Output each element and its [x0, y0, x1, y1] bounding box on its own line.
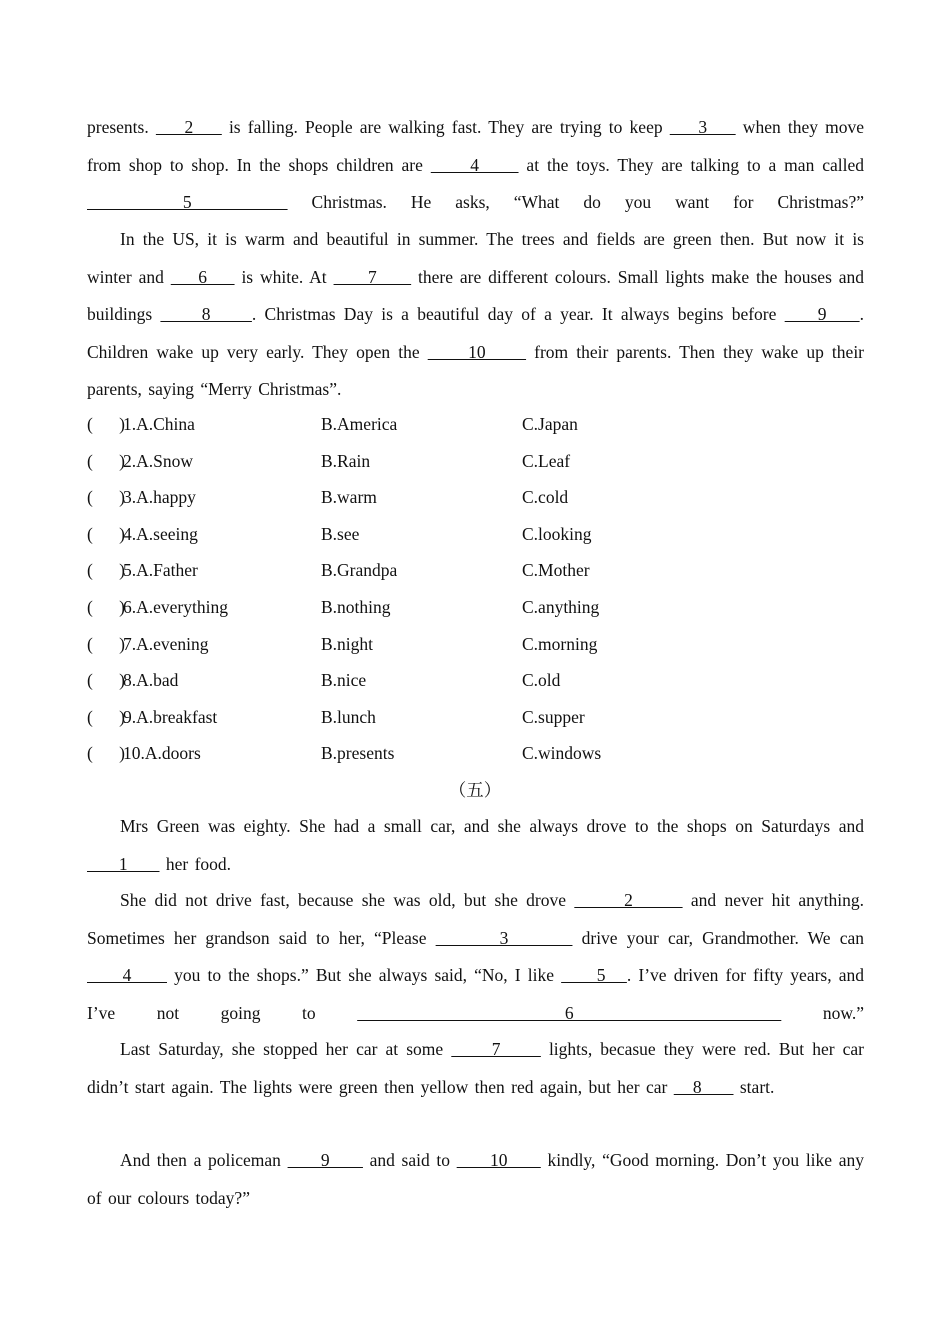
option-c[interactable]: C.old	[522, 670, 561, 691]
option-c[interactable]: C.Mother	[522, 560, 590, 581]
option-a[interactable]: 3.A.happy	[123, 487, 196, 508]
question-options	[87, 406, 864, 772]
blank-2[interactable]: 2	[574, 890, 683, 910]
option-a[interactable]: 10.A.doors	[123, 743, 201, 764]
option-b[interactable]: B.night	[321, 633, 374, 654]
question-row-5	[87, 552, 864, 589]
blank-6[interactable]: 6	[170, 266, 235, 287]
option-a[interactable]: 9.A.breakfast	[123, 706, 218, 727]
blank-3[interactable]: 3	[435, 927, 573, 948]
option-c[interactable]: C.windows	[522, 743, 602, 764]
option-a[interactable]: 4.A.seeing	[123, 523, 198, 544]
option-c[interactable]: C.looking	[522, 523, 592, 544]
passage5-paragraph-3: Last Saturday, she stopped her car at some 7 lights, becasue they were red. But her car didn’t start again. The lights were green then yellow then red again, but her car 8 start.	[87, 1039, 865, 1097]
blank-3[interactable]: 3	[669, 117, 736, 137]
option-a[interactable]: 6.A.everything	[123, 596, 228, 617]
option-b[interactable]: B.warm	[321, 487, 377, 508]
question-row-8	[87, 662, 864, 699]
option-c[interactable]: C.supper	[522, 706, 585, 727]
passage4-paragraph-1: presents. 2 is falling. People are walking fast. They are trying to keep 3 when they move from shop to shop. In the shops children are 4 at the toys. They are talking to a man called 5 Christmas. He asks, “What do you want for Christmas?”	[87, 117, 865, 212]
option-a[interactable]: 5.A.Father	[123, 560, 198, 581]
option-b[interactable]: B.Rain	[321, 450, 371, 471]
question-row-4	[87, 516, 864, 553]
blank-10[interactable]: 10	[427, 341, 527, 362]
blank-2[interactable]: 2	[155, 117, 222, 137]
answer-slot[interactable]: ( )	[87, 596, 125, 617]
option-b[interactable]: B.Grandpa	[321, 560, 398, 581]
option-b[interactable]: B.lunch	[321, 706, 376, 727]
question-row-6	[87, 589, 864, 626]
question-row-2	[87, 443, 864, 480]
blank-5[interactable]: 5	[87, 192, 288, 212]
answer-slot[interactable]: ( )	[87, 743, 125, 764]
blank-4[interactable]: 4	[87, 965, 167, 985]
option-b[interactable]: B.see	[321, 523, 360, 544]
option-b[interactable]: B.presents	[321, 743, 395, 764]
option-c[interactable]: C.cold	[522, 487, 569, 508]
blank-4[interactable]: 4	[430, 154, 519, 175]
blank-6[interactable]: 6	[357, 1002, 782, 1023]
blank-9[interactable]: 9	[784, 304, 860, 324]
question-row-10	[87, 735, 864, 772]
passage4-paragraph-2: In the US, it is warm and beautiful in summer. The trees and fields are green then. But now it is winter and 6 is white. At 7 there are different colours. Small lights make the houses and buildings 8 . Christmas Day is a beautiful day of a year. It always begins before 9 . Children wake up very early. They open the 10 from their parents. Then they wake up their parents, saying “Merry Christmas”.	[87, 229, 865, 399]
option-a[interactable]: 1.A.China	[123, 414, 195, 434]
answer-slot[interactable]: ( )	[87, 633, 125, 654]
question-row-9	[87, 699, 864, 736]
option-c[interactable]: C.Leaf	[522, 450, 571, 471]
option-a[interactable]: 7.A.evening	[123, 633, 209, 654]
option-b[interactable]: B.nice	[321, 670, 367, 691]
option-a[interactable]: 8.A.bad	[123, 670, 179, 691]
passage5-paragraph-4: And then a policeman 9 and said to 10 kindly, “Good morning. Don’t you like any of our colours today?”	[87, 1150, 864, 1208]
answer-slot[interactable]: ( )	[87, 487, 125, 508]
option-b[interactable]: B.nothing	[321, 596, 391, 617]
blank-5[interactable]: 5	[561, 965, 627, 985]
answer-slot[interactable]: ( )	[87, 560, 125, 581]
blank-7[interactable]: 7	[333, 266, 412, 287]
question-row-3	[87, 479, 864, 516]
blank-8[interactable]: 8	[160, 304, 252, 324]
blank-9[interactable]: 9	[287, 1150, 363, 1170]
answer-slot[interactable]: ( )	[87, 706, 125, 727]
blank-8[interactable]: 8	[673, 1076, 734, 1097]
option-a[interactable]: 2.A.Snow	[123, 450, 194, 471]
question-row-1	[87, 406, 864, 443]
blank-1[interactable]: 1	[87, 853, 160, 874]
section-title: （五）	[448, 780, 502, 800]
answer-slot[interactable]: ( )	[87, 450, 125, 471]
answer-slot[interactable]: ( )	[87, 414, 125, 434]
option-c[interactable]: C.morning	[522, 633, 598, 654]
passage5-paragraph-1: Mrs Green was eighty. She had a small car, and she always drove to the shops on Saturdays and 1 her food.	[87, 816, 864, 874]
answer-slot[interactable]: ( )	[87, 670, 125, 691]
option-b[interactable]: B.America	[321, 414, 398, 434]
answer-slot[interactable]: ( )	[87, 523, 125, 544]
question-row-7	[87, 626, 864, 663]
blank-10[interactable]: 10	[456, 1150, 541, 1170]
option-c[interactable]: C.Japan	[522, 414, 578, 434]
blank-7[interactable]: 7	[451, 1039, 541, 1059]
option-c[interactable]: C.anything	[522, 596, 600, 617]
passage5-paragraph-2: She did not drive fast, because she was old, but she drove 2 and never hit anything. Sometimes her grandson said to her, “Please 3 drive your car, Grandmother. We can 4 you to the shops.” But she always said, “No, I like 5 . I’ve driven for fifty years, and I’ve not going to 6 now.”	[87, 890, 864, 1023]
